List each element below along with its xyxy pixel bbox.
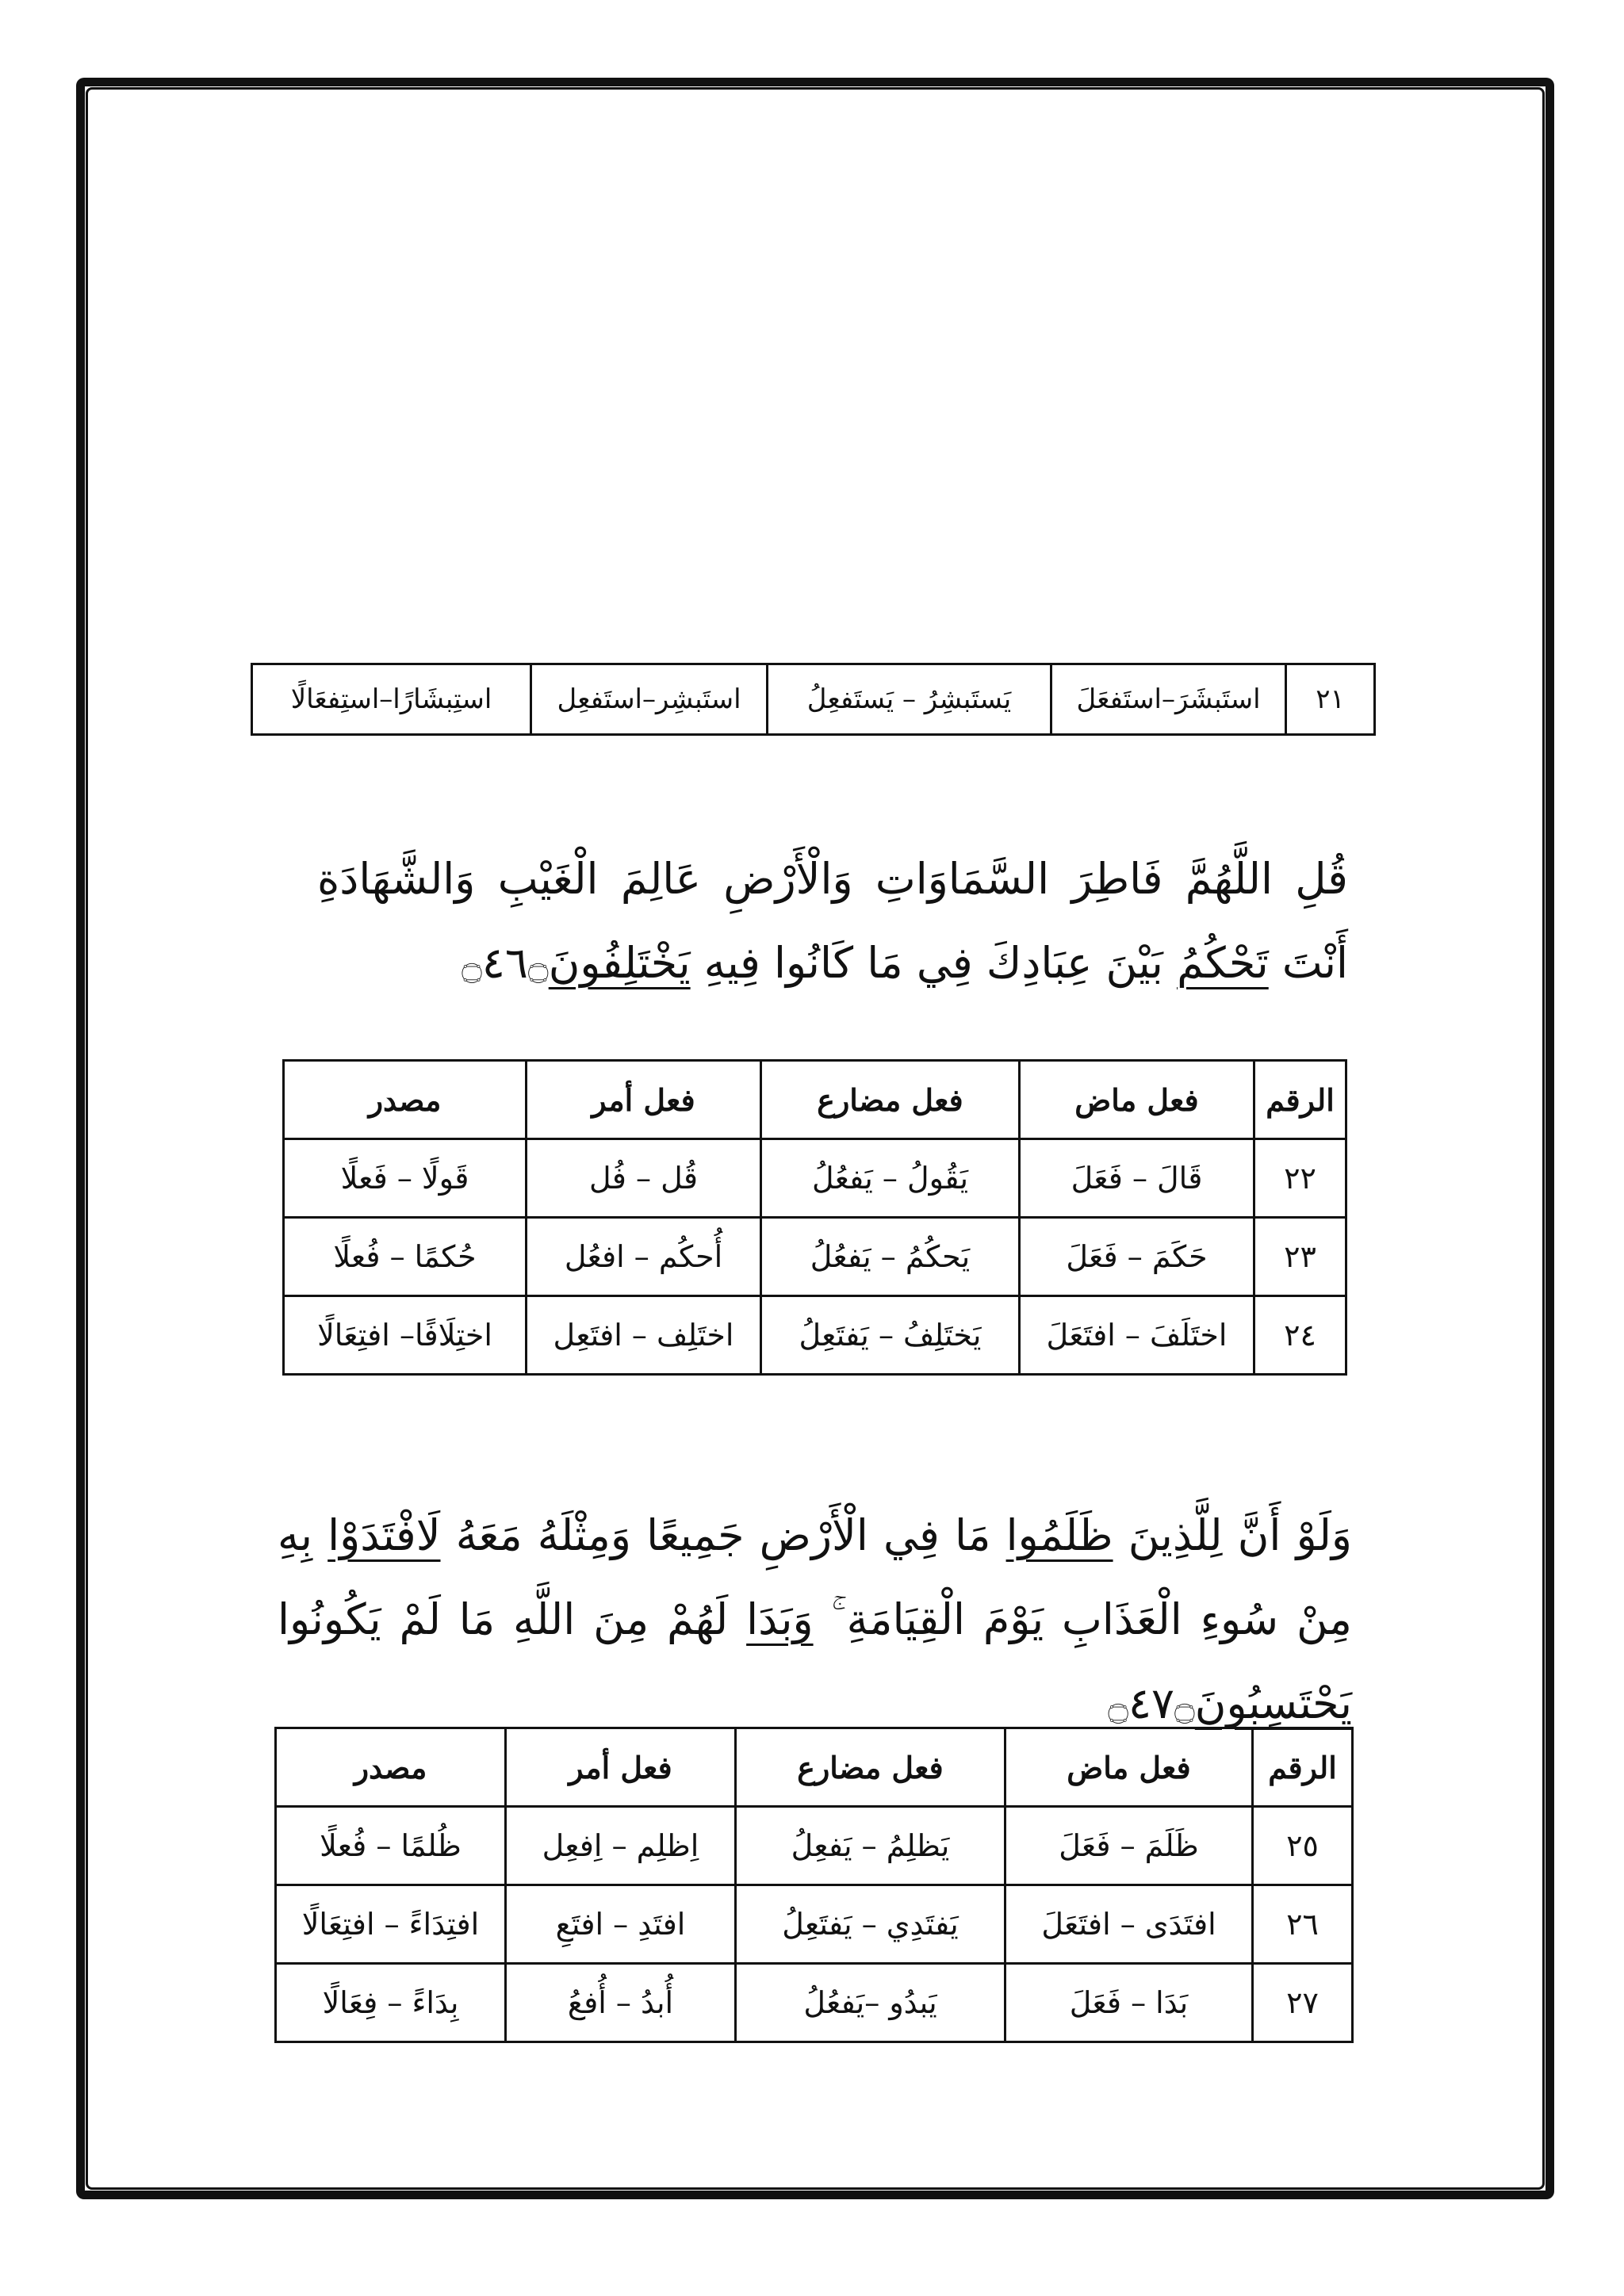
present-verb-cell: يَفتَدِي – يَفتَعِلُ [736, 1885, 1005, 1964]
past-verb-cell: اختَلَفَ – افتَعَلَ [1020, 1296, 1254, 1375]
header-masdar: مصدر [284, 1061, 527, 1139]
verse-text: قُلِ اللَّهُمَّ فَاطِرَ السَّمَاوَاتِ وَالْأَرْضِ عَالِمَ الْغَيْبِ وَالشَّهَادَةِ أَنْتَ [317, 854, 1348, 988]
ayah-number: ٤٦ [481, 938, 528, 988]
header-present-verb: فعل مضارع [736, 1728, 1005, 1807]
row-number: ٢٦ [1253, 1885, 1353, 1964]
past-verb-cell: حَكَمَ – فَعَلَ [1020, 1218, 1254, 1296]
table-row [276, 1807, 1353, 1885]
imperative-verb-cell: افتَدِ – افتَعِ [506, 1885, 736, 1964]
conjugation-table-2 [274, 1727, 1354, 2043]
underlined-word: تَحْكُمُ [1177, 938, 1269, 988]
header-past-verb: فعل ماض [1020, 1061, 1254, 1139]
header-number: الرقم [1253, 1728, 1353, 1807]
underlined-word: وَبَدَا [746, 1594, 814, 1644]
header-number: الرقم [1254, 1061, 1346, 1139]
imperative-verb-cell: اختَلِف – افتَعِل [527, 1296, 761, 1375]
verse-text: بَيْنَ عِبَادِكَ فِي مَا كَانُوا فِيهِ [690, 938, 1178, 988]
underlined-word: يَحْتَسِبُونَ [1194, 1678, 1352, 1728]
row-number: ٢٣ [1254, 1218, 1346, 1296]
underlined-word: لَافْتَدَوْا [327, 1510, 441, 1560]
table-row [284, 1218, 1346, 1296]
masdar-cell: حُكمًا – فُعلًا [284, 1218, 527, 1296]
present-verb-cell: يَظلِمُ – يَفعِلُ [736, 1807, 1005, 1885]
header-masdar: مصدر [276, 1728, 506, 1807]
present-verb-cell: يَبدُو –يَفعُلُ [736, 1964, 1005, 2042]
table-row [252, 664, 1375, 735]
past-verb-cell: ظَلَمَ – فَعَلَ [1005, 1807, 1253, 1885]
ayah-number: ٤٧ [1128, 1678, 1175, 1728]
header-past-verb: فعل ماض [1005, 1728, 1253, 1807]
present-verb-cell: يَحكُمُ – يَفعُلُ [761, 1218, 1020, 1296]
imperative-verb-cell: قُل – فُل [527, 1139, 761, 1218]
ayah-ornament-icon: ۝ [1174, 1686, 1195, 1727]
conjugation-table-top [251, 663, 1376, 736]
table-row [284, 1139, 1346, 1218]
row-number: ٢١ [1286, 664, 1375, 735]
header-imperative: فعل أمر [527, 1061, 761, 1139]
row-number: ٢٥ [1253, 1807, 1353, 1885]
masdar-cell: ظُلمًا – فُعلًا [276, 1807, 506, 1885]
header-present-verb: فعل مضارع [761, 1061, 1020, 1139]
header-imperative: فعل أمر [506, 1728, 736, 1807]
quran-verse-47 [278, 1494, 1352, 1749]
masdar-cell: بِدَاءً – فِعَالًا [276, 1964, 506, 2042]
masdar-cell: اختِلَافًا– افتِعَالًا [284, 1296, 527, 1375]
underlined-word: ظَلَمُوا [1005, 1510, 1113, 1560]
verse-text: بِهِ مِنْ سُوءِ الْعَذَابِ يَوْمَ الْقِيَامَةِ ۚ [278, 1510, 1352, 1644]
table-row [284, 1296, 1346, 1375]
imperative-verb-cell: استَبشِر–استَفعِل [531, 664, 768, 735]
past-verb-cell: قَالَ – فَعَلَ [1020, 1139, 1254, 1218]
underlined-word: يَخْتَلِفُونَ [548, 938, 691, 988]
imperative-verb-cell: أُبدُ – أُفعُ [506, 1964, 736, 2042]
row-number: ٢٧ [1253, 1964, 1353, 2042]
verse-text: مَا فِي الْأَرْضِ جَمِيعًا وَمِثْلَهُ مَعَهُ [440, 1510, 1006, 1560]
ayah-ornament-icon: ۝ [527, 946, 549, 986]
imperative-verb-cell: أُحكُم – افعُل [527, 1218, 761, 1296]
table-row [276, 1885, 1353, 1964]
past-verb-cell: افتَدَى – افتَعَلَ [1005, 1885, 1253, 1964]
quran-verse-46 [317, 837, 1348, 1008]
imperative-verb-cell: اِظلِم – اِفعِل [506, 1807, 736, 1885]
verse-text: لَهُمْ مِنَ اللَّهِ مَا لَمْ يَكُونُوا [278, 1594, 747, 1644]
present-verb-cell: يَقُولُ – يَفعُلُ [761, 1139, 1020, 1218]
verse-text: وَلَوْ أَنَّ لِلَّذِينَ [1113, 1510, 1352, 1560]
masdar-cell: استِبشَارًا–استِفعَالًا [252, 664, 531, 735]
row-number: ٢٤ [1254, 1296, 1346, 1375]
table-header-row [276, 1728, 1353, 1807]
table-row [276, 1964, 1353, 2042]
masdar-cell: قَولًا – فَعلًا [284, 1139, 527, 1218]
past-verb-cell: بَدَا – فَعَلَ [1005, 1964, 1253, 2042]
ayah-ornament-icon: ۝ [1108, 1686, 1128, 1727]
ayah-ornament-icon: ۝ [462, 946, 482, 986]
present-verb-cell: يَختَلِفُ – يَفتَعِلُ [761, 1296, 1020, 1375]
row-number: ٢٢ [1254, 1139, 1346, 1218]
present-verb-cell: يَستَبشِرُ – يَستَفعِلُ [768, 664, 1051, 735]
past-verb-cell: استَبشَرَ–استَفعَلَ [1051, 664, 1286, 735]
table-header-row [284, 1061, 1346, 1139]
conjugation-table-1 [282, 1059, 1347, 1376]
masdar-cell: افتِدَاءً – افتِعَالًا [276, 1885, 506, 1964]
